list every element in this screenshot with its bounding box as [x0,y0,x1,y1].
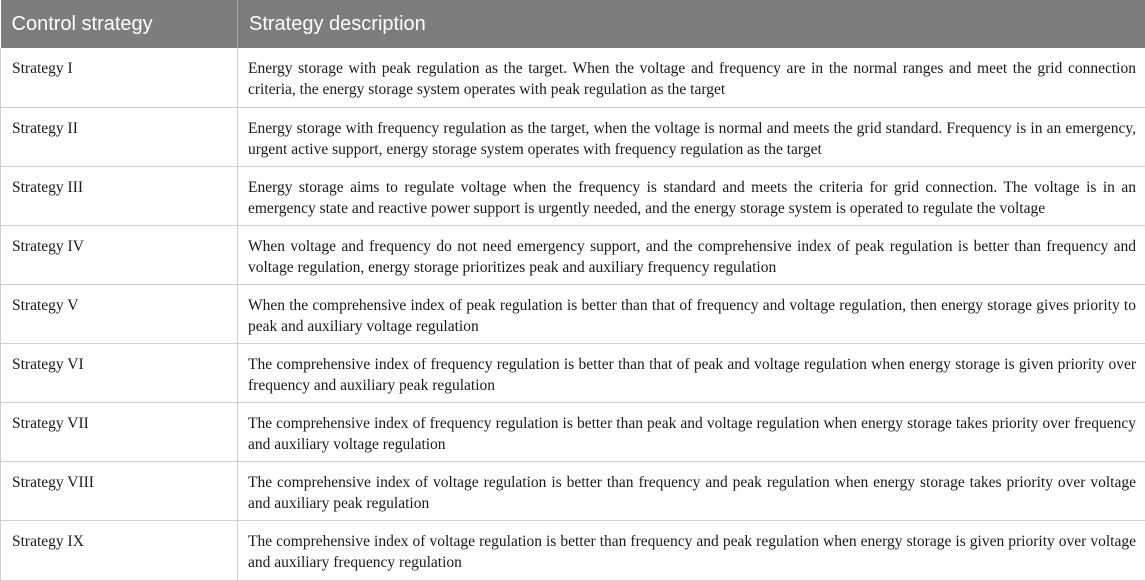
strategy-name: Strategy VII [1,402,238,461]
table-header [1,0,1145,48]
table-row [1,284,1145,343]
table-row [1,402,1145,461]
strategy-description: When voltage and frequency do not need emergency support, and the comprehensive index of peak regulation is better than frequency and voltage regulation, energy storage prioritizes peak and auxiliary frequency regulation [238,225,1145,284]
strategy-description: The comprehensive index of voltage regulation is better than frequency and peak regulation when energy storage is given priority over voltage and auxiliary frequency regulation [238,520,1145,580]
strategy-name: Strategy I [1,48,238,107]
strategy-description: The comprehensive index of frequency regulation is better than that of peak and voltage regulation when energy storage is given priority over frequency and auxiliary peak regulation [238,343,1145,402]
header-control-strategy: Control strategy [1,0,238,48]
strategy-name: Strategy IV [1,225,238,284]
strategy-description: The comprehensive index of voltage regulation is better than frequency and peak regulation when energy storage takes priority over voltage and auxiliary peak regulation [238,461,1145,520]
strategy-description: Energy storage with peak regulation as the target. When the voltage and frequency are in the normal ranges and meet the grid connection criteria, the energy storage system operates with peak regulation as the target [238,48,1145,107]
table-row [1,48,1145,107]
table-row [1,343,1145,402]
strategy-name: Strategy II [1,107,238,166]
table-row [1,225,1145,284]
strategy-description: When the comprehensive index of peak regulation is better than that of frequency and voltage regulation, then energy storage gives priority to peak and auxiliary voltage regulation [238,284,1145,343]
strategy-name: Strategy IX [1,520,238,580]
strategy-description: Energy storage aims to regulate voltage when the frequency is standard and meets the criteria for grid connection. The voltage is in an emergency state and reactive power support is urgently needed, and the energy storage system is operated to regulate the voltage [238,166,1145,225]
strategy-name: Strategy VI [1,343,238,402]
strategy-name: Strategy III [1,166,238,225]
table-row [1,107,1145,166]
header-row [1,0,1145,48]
strategy-name: Strategy V [1,284,238,343]
strategy-description: Energy storage with frequency regulation as the target, when the voltage is normal and meets the grid standard. Frequency is in an emergency, urgent active support, energy storage system operates with frequency regulation as the target [238,107,1145,166]
table-body [1,48,1145,580]
strategy-description: The comprehensive index of frequency regulation is better than peak and voltage regulation when energy storage takes priority over frequency and auxiliary voltage regulation [238,402,1145,461]
table-row [1,520,1145,580]
table-row [1,461,1145,520]
strategy-name: Strategy VIII [1,461,238,520]
table-row [1,166,1145,225]
header-strategy-description: Strategy description [238,0,1145,48]
